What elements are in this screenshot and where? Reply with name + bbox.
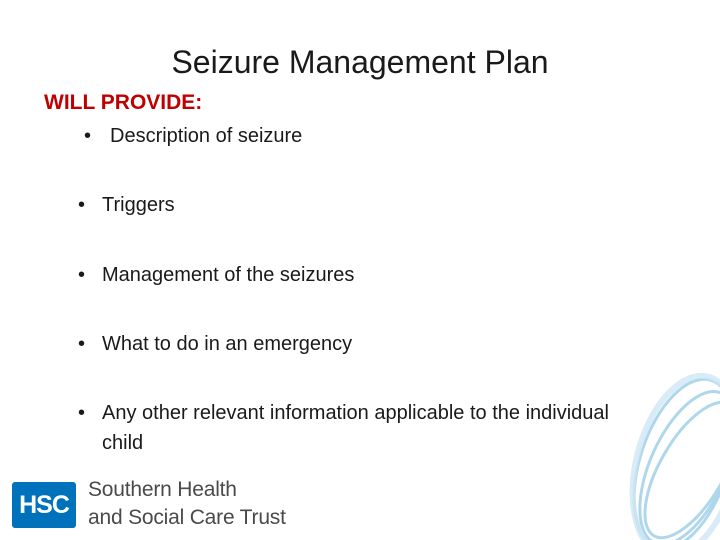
subheading: WILL PROVIDE: xyxy=(44,91,203,114)
list-item-text: Management of the seizures xyxy=(102,264,355,286)
bullet-icon: • xyxy=(78,402,86,424)
organisation-name-line1: Southern Health xyxy=(88,478,237,501)
bullet-icon: • xyxy=(78,333,86,355)
bullet-icon: • xyxy=(84,125,92,147)
slide-title: Seizure Management Plan xyxy=(171,44,549,80)
bullet-icon: • xyxy=(78,194,86,216)
hsc-badge: HSC xyxy=(12,482,76,528)
bullet-icon: • xyxy=(78,264,86,286)
list-item-text: What to do in an emergency xyxy=(102,333,353,355)
organisation-name-line2: and Social Care Trust xyxy=(88,506,286,529)
list-item-text: Description of seizure xyxy=(110,125,303,147)
decorative-swirl-icon xyxy=(592,352,720,540)
list-item-text: Any other relevant information applicable to the individual child xyxy=(102,402,609,454)
list-item-text: Triggers xyxy=(102,194,175,216)
organisation-logo xyxy=(12,478,302,534)
